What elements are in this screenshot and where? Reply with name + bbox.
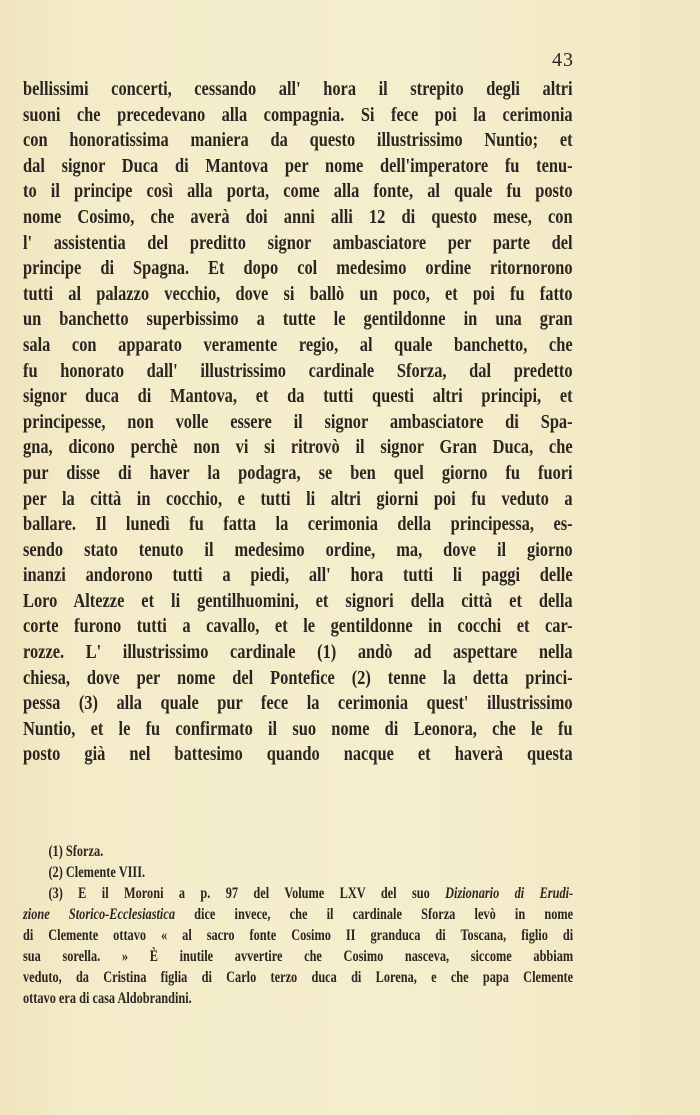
text-line: principesse, non volle essere il signor ambasciatore di Spa- [23, 410, 573, 433]
text-line: con honoratissima maniera da questo illustrissimo Nuntio; et [23, 129, 573, 152]
footnote-3-line: veduto, da Cristina figlia di Carlo terzo duca di Lorena, e che papa Clemente [23, 969, 574, 986]
footnote-3-title: zione Storico-Ecclesiastica [23, 906, 175, 923]
footnote-2: (2) Clemente VIII. [48, 864, 146, 881]
footnote-3-line: di Clemente ottavo « al sacro fonte Cosimo II granduca di Toscana, figlio di [23, 927, 574, 944]
text-line: principe di Spagna. Et dopo col medesimo ordine ritornorono [23, 257, 573, 280]
text-line: to il principe così alla porta, come alla fonte, al quale fu posto [23, 180, 573, 203]
text-line: dal signor Duca di Mantova per nome dell'imperatore fu tenu- [23, 154, 573, 177]
text-line: per la città in cocchio, e tutti li altri giorni poi fu veduto a [23, 487, 573, 510]
text-line: nome Cosimo, che averà doi anni alli 12 di questo mese, con [23, 205, 573, 228]
text-line: l' assistentia del preditto signor ambasciatore per parte del [23, 231, 573, 254]
text-line: rozze. L' illustrissimo cardinale (1) andò ad aspettare nella [23, 641, 573, 664]
footnote-3-line: sua sorella. » È inutile avvertire che Cosimo nasceva, siccome abbiam [23, 948, 574, 965]
footnote-3-text: (3) E il Moroni a p. 97 del Volume LXV del suo [48, 885, 446, 902]
text-line: tutti al palazzo vecchio, dove si ballò un poco, et poi fu fatto [23, 282, 573, 305]
text-line: pur disse di haver la podagra, se ben quel giorno fu fuori [23, 461, 573, 484]
text-line: signor duca di Mantova, et da tutti questi altri principi, et [23, 385, 573, 408]
page-number: 43 [552, 49, 574, 71]
text-line: posto già nel battesimo quando nacque et haverà questa [23, 743, 573, 766]
text-line: chiesa, dove per nome del Pontefice (2) tenne la detta princi- [23, 666, 573, 689]
footnotes [23, 841, 573, 1009]
text-line: suoni che precedevano alla compagnia. Si fece poi la cerimonia [23, 103, 573, 126]
text-line: ballare. Il lunedì fu fatta la cerimonia della principessa, es- [23, 513, 573, 536]
text-line: pessa (3) alla quale pur fece la cerimonia quest' illustrissimo [23, 692, 573, 715]
footnote-3-text: dice invece, che il cardinale Sforza levò in nome [174, 906, 574, 923]
footnote-3-line [23, 883, 573, 904]
text-line: Loro Altezze et li gentilhuomini, et signori della città et della [23, 589, 573, 612]
footnote-1: (1) Sforza. [48, 843, 104, 860]
footnote-3-line [23, 904, 573, 925]
text-line: fu honorato dall' illustrissimo cardinale Sforza, dal predetto [23, 359, 573, 382]
main-text [23, 77, 573, 768]
text-line: sendo stato tenuto il medesimo ordine, ma, dove il giorno [23, 538, 573, 561]
footnote-3-title: Dizionario di Erudi- [445, 885, 574, 902]
footnote-3-line: ottavo era di casa Aldobrandini. [23, 990, 192, 1007]
text-line: gna, dicono perchè non vi si ritrovò il signor Gran Duca, che [23, 436, 573, 459]
text-line: Nuntio, et le fu confirmato il suo nome di Leonora, che le fu [23, 717, 573, 740]
text-line: corte furono tutti a cavallo, et le gentildonne in cocchi et car- [23, 615, 573, 638]
text-line: bellissimi concerti, cessando all' hora il strepito degli altri [23, 78, 573, 100]
text-line: inanzi andorono tutti a piedi, all' hora tutti li paggi delle [23, 564, 573, 587]
text-line: sala con apparato veramente regio, al quale banchetto, che [23, 333, 573, 356]
text-line: un banchetto superbissimo a tutte le gentildonne in una gran [23, 308, 573, 331]
